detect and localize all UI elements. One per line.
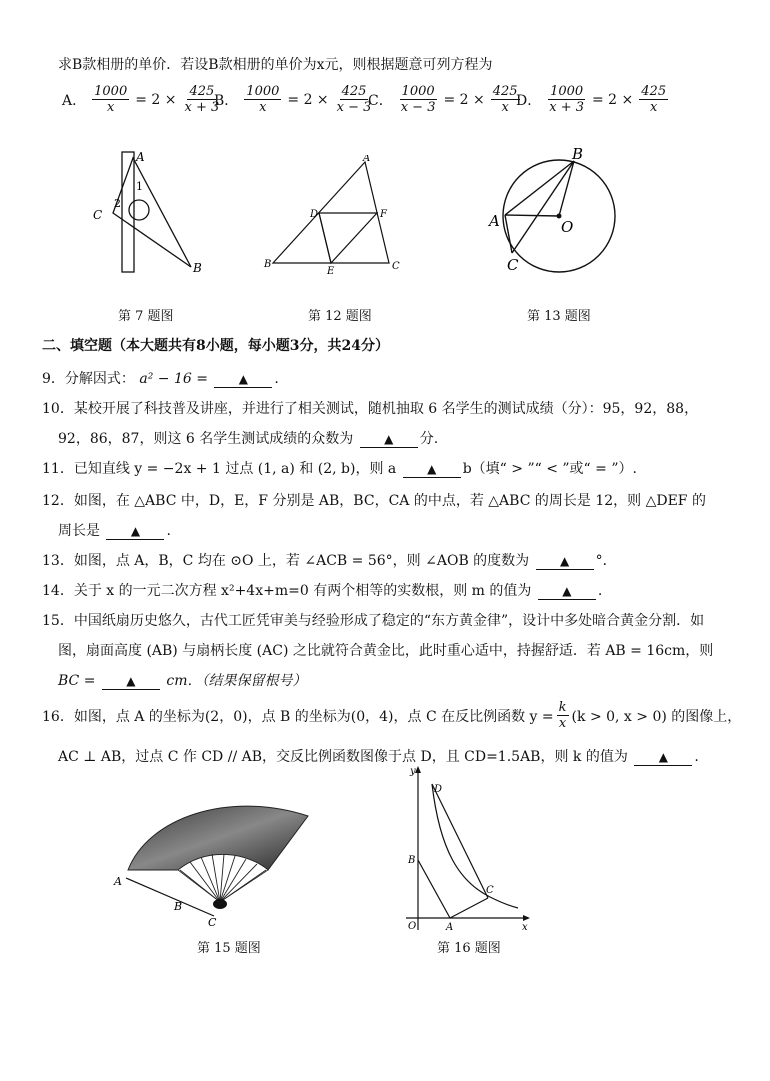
label-D: D [310,209,319,220]
question-13: 13．如图，点 A，B，C 均在 ⊙O 上，若 ∠ACB = 56°，则 ∠AOB 的度数为 ▲ °． [42,553,617,569]
label-C: C [93,208,103,222]
label-A: A [114,875,122,888]
q8-option-c[interactable] [368,84,520,115]
label-A: A [363,155,371,164]
label-C: C [507,256,519,274]
q8-stem: 求B款相册的单价．若设B款相册的单价为x元，则根据题意可列方程为 [58,57,493,73]
fraction: $\frac{425}{x - 3}$ [336,84,372,115]
hole-circle [129,200,149,220]
label-F: E [327,266,335,275]
question-12-line1: 12．如图，在 △ABC 中，D，E，F 分别是 AB，BC，CA 的中点，若 △ABC 的周长是 12，则 △DEF 的 [42,493,706,509]
option-label: A． [62,92,87,109]
label-E: F [380,209,387,220]
question-9: 9．分解因式： a² − 16 = ▲ . [42,371,279,387]
question-10-line2: 92，86，87，则这 6 名学生测试成绩的众数为 ▲ 分. [58,431,439,447]
triangle-def [319,213,377,263]
label-O: O [561,218,574,236]
q8-option-a[interactable] [62,84,221,115]
label-O: O [408,921,417,932]
fraction: $\frac{425}{x}$ [641,84,667,115]
option-label: D． [516,92,542,109]
fraction: $\frac{425}{x + 3}$ [184,84,220,115]
label-B: B [264,259,272,270]
fraction: $\frac{1000}{x}$ [94,84,128,115]
label-angle-2: 2 [114,197,121,210]
section-heading: 二、填空题（本大题共有8小题，每小题3分，共24分） [42,338,389,354]
label-y: y [410,766,416,777]
fraction: $\frac{1000}{x - 3}$ [400,84,436,115]
fraction: $\frac{k}{x}$ [558,700,567,731]
label-B: B [572,146,584,163]
figure-15-caption: 第 15 题图 [197,941,261,956]
option-label: C． [368,92,393,109]
segment-ab [418,860,450,918]
answer-blank[interactable]: ▲ [403,461,461,478]
label-B: B [174,900,183,913]
label-B: B [408,855,416,866]
figure-13-caption: 第 13 题图 [527,309,591,324]
fraction: $\frac{1000}{x}$ [246,84,280,115]
question-15-line2: 图，扇面高度 (AB) 与扇柄长度 (AC) 之比就符合黄金比，此时重心适中，持握舒适．若 AB = 16cm，则 [58,643,714,659]
question-15-line3: BC = ▲ cm．（结果保留根号） [58,673,307,689]
answer-blank[interactable]: ▲ [360,431,418,448]
question-12-line2: 周长是 ▲ . [58,523,171,539]
answer-blank[interactable]: ▲ [106,523,164,540]
segment-ac [450,898,488,918]
question-16-line1: 16．如图，点 A 的坐标为(2，0)，点 B 的坐标为(0，4)，点 C 在反比例函数 y = $\frac{k}{x}$ (k > 0, x > 0) 的图像上， [42,700,742,731]
figure-16-caption: 第 16 题图 [437,941,501,956]
label-C: C [208,916,217,928]
answer-blank[interactable]: ▲ [536,553,594,570]
question-14: 14．关于 x 的一元二次方程 x²+4x+m=0 有两个相等的实数根，则 m 的值为 ▲ . [42,583,603,599]
operator: = 2 × [135,91,177,108]
figure-7 [85,148,215,278]
option-label: B． [214,92,239,109]
question-15-line1: 15．中国纸扇历史悠久，古代工匠凭审美与经验形成了稳定的“东方黄金律”，设计中多处暗合黄金分割．如 [42,613,705,629]
fraction: $\frac{425}{x}$ [492,84,518,115]
question-11: 11．已知直线 y = −2x + 1 过点 (1, a) 和 (2, b)，则 a ▲ b（填“ > ”“ < ”或“ = ”）. [42,461,637,477]
question-10-line1: 10．某校开展了科技普及讲座，并进行了相关测试，随机抽取 6 名学生的测试成绩（分）：95，92，88， [42,401,699,417]
label-x: x [522,922,528,933]
figure-16 [400,762,535,934]
label-A: A [136,150,145,164]
segment-cd [432,784,488,898]
answer-blank[interactable]: ▲ [634,749,692,766]
figure-15 [108,798,328,928]
answer-blank[interactable]: ▲ [538,583,596,600]
label-A: A [489,212,500,230]
operator: = 2 × [287,91,329,108]
answer-blank[interactable]: ▲ [102,673,160,690]
q8-option-d[interactable] [516,84,668,115]
label-C: C [486,885,494,896]
figure-12-caption: 第 12 题图 [308,309,372,324]
fan-pivot [213,899,227,909]
operator: = 2 × [443,91,485,108]
label-C: C [392,261,400,272]
hyperbola-curve [432,784,518,908]
label-D: D [434,784,443,795]
figure-12 [258,155,408,275]
q8-option-b[interactable] [214,84,373,115]
label-angle-1: 1 [136,180,143,193]
fraction: $\frac{1000}{x + 3}$ [549,84,584,115]
figure-7-caption: 第 7 题图 [118,309,174,324]
question-16-line2: AC ⊥ AB，过点 C 作 CD // AB，交反比例函数图像于点 D，且 CD=1.5AB，则 k 的值为 ▲ . [58,749,699,765]
label-B: B [193,261,202,275]
label-A: A [446,922,454,933]
figure-13 [484,146,624,276]
operator: = 2 × [592,91,634,108]
triangle [113,158,191,267]
answer-blank[interactable]: ▲ [214,371,272,388]
